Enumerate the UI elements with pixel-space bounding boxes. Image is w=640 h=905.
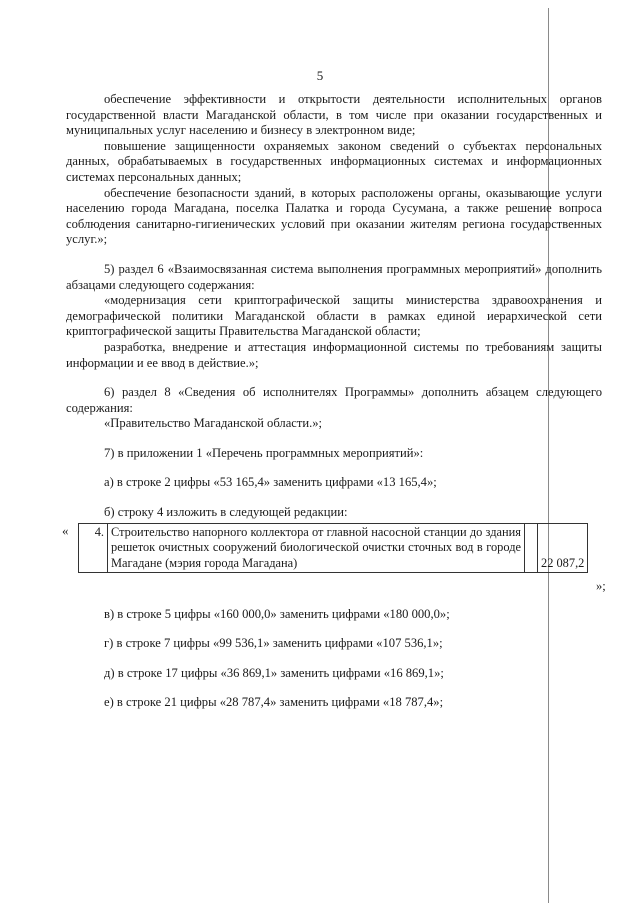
item-5-paragraph: разработка, внедрение и аттестация информационной системы по требованиям защиты информации и ее ввод в действие.»; bbox=[66, 339, 602, 370]
empty-cell bbox=[525, 523, 538, 573]
item-7a: а) в строке 2 цифры «53 165,4» заменить цифрами «13 165,4»; bbox=[104, 475, 437, 490]
row-text: Строительство напорного коллектора от главной насосной станции до здания решеток очистных сооружений биологической очистки сточных вод в городе Магадане (мэрия города Магадана) bbox=[108, 523, 525, 573]
page-number: 5 bbox=[316, 68, 324, 83]
document-body bbox=[62, 92, 606, 711]
row-number: 4. bbox=[79, 523, 108, 573]
table-row bbox=[79, 523, 588, 573]
item-7g: г) в строке 7 цифры «99 536,1» заменить цифрами «107 536,1»; bbox=[104, 636, 443, 651]
item-5-intro: 5) раздел 6 «Взаимосвязанная система выполнения программных мероприятий» дополнить абзацами следующего содержания: bbox=[66, 261, 602, 292]
item-7-intro: 7) в приложении 1 «Перечень программных мероприятий»: bbox=[104, 445, 424, 460]
paragraph: обеспечение безопасности зданий, в которых расположены органы, оказывающие услуги населению города Магадана, поселка Палатка и города Сусумана, а также решение вопроса соблюдения санитарно-гигиенических условий при оказании жителям региона государственных услуг.»; bbox=[66, 185, 602, 247]
quote-open: « bbox=[62, 522, 69, 538]
replacement-table bbox=[78, 523, 588, 574]
row-amount: 22 087,2 bbox=[538, 523, 588, 573]
paragraph: обеспечение эффективности и открытости деятельности исполнительных органов государственной власти Магаданской области, в том числе при оказании государственных и муниципальных услуг населению и бизнесу в электронном виде; bbox=[66, 92, 602, 138]
replacement-table-block bbox=[62, 522, 606, 599]
quote-close: »; bbox=[596, 578, 606, 593]
item-6-intro: 6) раздел 8 «Сведения об исполнителях Программы» дополнить абзацем следующего содержания: bbox=[66, 385, 602, 415]
item-7d: д) в строке 17 цифры «36 869,1» заменить цифрами «16 869,1»; bbox=[104, 665, 444, 680]
item-7b: б) строку 4 изложить в следующей редакции: bbox=[104, 505, 348, 520]
item-6-paragraph: «Правительство Магаданской области.»; bbox=[104, 416, 323, 431]
item-5-paragraph: «модернизация сети криптографической защиты министерства здравоохранения и демографической политики Магаданской области в рамках единой иерархической сети криптографической защиты Правительства Магаданской области; bbox=[66, 293, 602, 339]
paragraph: повышение защищенности охраняемых законом сведений о субъектах персональных данных, обрабатываемых в государственных информационных системах и информационных системах персональных данных; bbox=[66, 138, 602, 184]
item-7e: е) в строке 21 цифры «28 787,4» заменить цифрами «18 787,4»; bbox=[104, 695, 444, 710]
item-7v: в) в строке 5 цифры «160 000,0» заменить цифрами «180 000,0»; bbox=[104, 606, 450, 621]
